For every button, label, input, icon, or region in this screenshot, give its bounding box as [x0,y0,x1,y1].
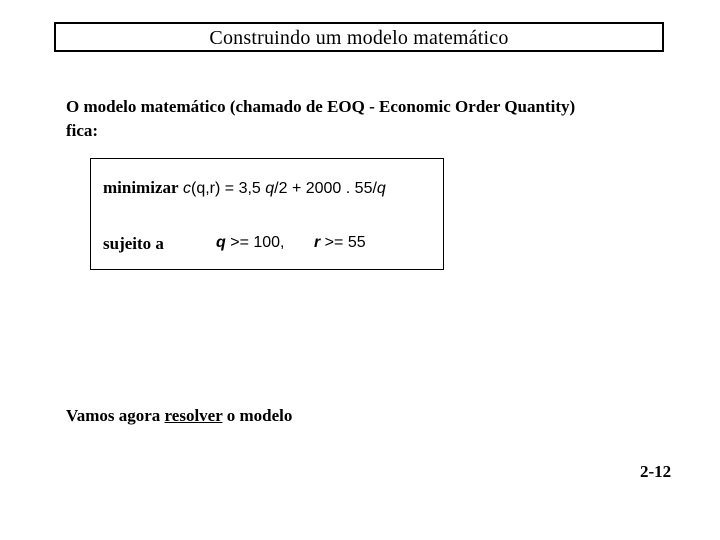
intro-line-1: O modelo matemático (chamado de EOQ - Economic Order Quantity) [66,97,576,116]
intro-paragraph [66,95,686,143]
constraint-2-var: r [314,234,321,251]
objective-var-q2: q [376,180,386,197]
closing-sentence [66,406,292,426]
intro-line-2: fica: [66,121,99,140]
page-number: 2-12 [640,462,672,481]
constraint-2 [314,234,366,252]
model-box [90,158,444,270]
constraint-1 [216,234,285,252]
objective-prefix: minimizar [103,178,179,197]
slide-title-box [54,22,664,52]
objective-func-name: c [183,180,191,197]
constraint-2-rest: >= 55 [320,234,366,251]
closing-underlined-word: resolver [164,406,223,425]
slide-title: Construindo um modelo matemático [209,27,509,49]
objective-function [103,178,386,198]
objective-var-q1: q [265,180,275,197]
objective-rhs-a: = 3,5 [220,180,266,197]
objective-func-args: (q,r) [191,180,221,197]
objective-rhs-b: /2 + 2000 . 55/ [274,180,377,197]
closing-before: Vamos agora [66,406,165,425]
constraint-1-var: q [216,234,226,251]
constraint-1-rest: >= 100, [225,234,285,251]
closing-after: o modelo [222,406,293,425]
constraint-label: sujeito a [103,234,164,253]
